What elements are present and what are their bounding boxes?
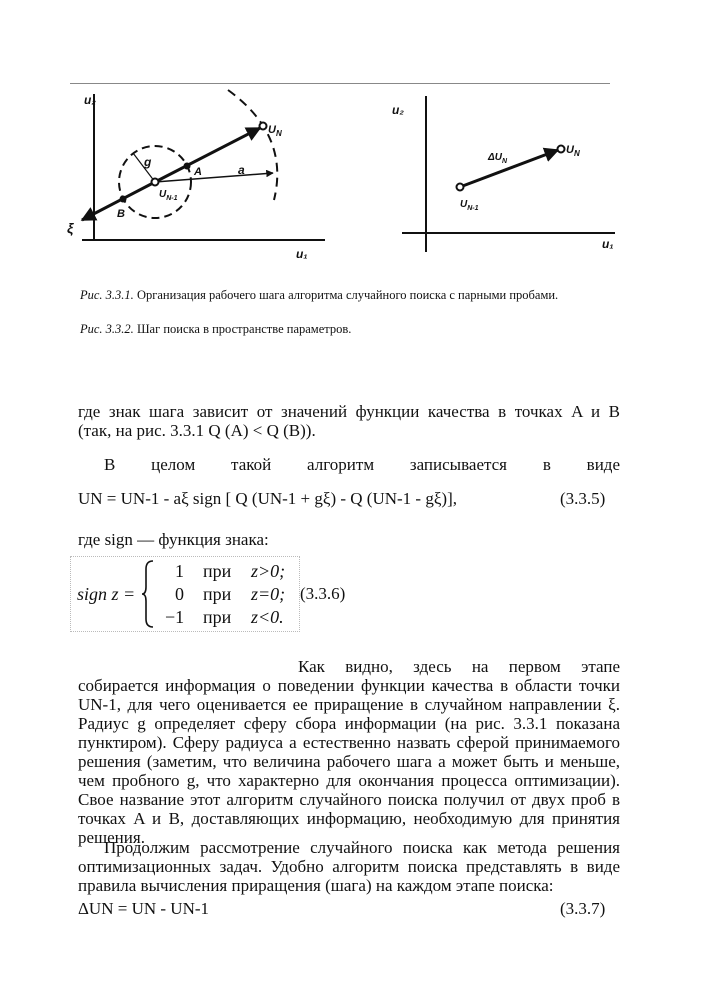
case-3-cond: z<0. xyxy=(251,607,284,627)
point-B xyxy=(120,196,127,203)
label-A: A xyxy=(194,166,202,178)
paragraph-2: В целом такой алгоритм записывается в виде xyxy=(104,455,620,474)
equation-3-3-7-number: (3.3.7) xyxy=(560,899,606,918)
caption-3-3-1 xyxy=(80,288,620,303)
case-3-value: −1 xyxy=(165,607,185,627)
equation-3-3-5: UN = UN-1 - aξ sign [ Q (UN-1 + gξ) - Q (UN-1 - gξ)], xyxy=(78,489,457,508)
case-1-word: при xyxy=(203,561,232,581)
label-y2: u₂ xyxy=(392,103,404,117)
label2-un1: $U_{N-1}$ xyxy=(460,199,479,212)
point-A xyxy=(184,163,191,170)
case-2-value: 0 xyxy=(175,584,184,604)
label-B: B xyxy=(117,208,125,220)
paragraph-4: собирается информация о поведении функции качества в области точки UN-1, для чего оценивается ее приращение в случайном направлении ξ. Радиус g определяет сферу сбора информации (на рис. 3.3.1 показана пунктиром). Сферу радиуса a естественно назвать сферой принимаемого решения (заметим, что величина рабочего шага a может быть и меньше, чем пробного g, что характерно для окончания процесса оптимизации). Свое название этот алгоритм случайного поиска получил от двух проб в точках A и B, доставляющих информацию, необходимую для принятия решения. xyxy=(78,676,620,847)
paragraph-1-line-2: (так, на рис. 3.3.1 Q (A) < Q (B)). xyxy=(78,421,316,440)
label-un1: $U_{N-1}$ xyxy=(159,189,178,202)
point-un xyxy=(260,123,267,130)
sphere-a xyxy=(228,90,277,200)
case-1-value: 1 xyxy=(175,561,184,581)
label2-un: $U_N$ xyxy=(566,144,580,158)
equation-3-3-6-number: (3.3.6) xyxy=(300,584,346,603)
equation-3-3-7: ΔUN = UN - UN-1 xyxy=(78,899,210,918)
label-g: g xyxy=(144,155,152,169)
caption-3-3-2-label: Рис. 3.3.2. xyxy=(80,322,134,336)
label-xi: ξ xyxy=(67,220,74,236)
equation-3-3-6 xyxy=(70,556,300,632)
paragraph-4-first-line: Как видно, здесь на первом этапе xyxy=(298,657,620,676)
figure-3-3-1 xyxy=(60,80,330,270)
caption-3-3-1-text: Организация рабочего шага алгоритма случайного поиска с парными пробами. xyxy=(133,288,559,302)
point2-un xyxy=(558,146,565,153)
figure-3-3-2 xyxy=(390,80,625,270)
case-2-word: при xyxy=(203,584,232,604)
label-y1: u₂ xyxy=(84,93,96,107)
label-a: a xyxy=(238,163,245,177)
caption-3-3-2 xyxy=(80,322,620,337)
case-1-cond: z>0; xyxy=(251,561,286,581)
label-x2: u₁ xyxy=(602,237,614,251)
brace xyxy=(141,559,155,629)
caption-3-3-1-label: Рис. 3.3.1. xyxy=(80,288,134,302)
equation-3-3-5-number: (3.3.5) xyxy=(560,489,606,508)
point-un1 xyxy=(152,179,159,186)
sign-lhs: sign z = xyxy=(77,584,136,604)
paragraph-3: где sign — функция знака: xyxy=(78,530,269,549)
point2-un1 xyxy=(457,184,464,191)
case-2-cond: z=0; xyxy=(251,584,286,604)
delta-step-line xyxy=(460,150,558,187)
case-3-word: при xyxy=(203,607,232,627)
label-delta: $\Delta U_N$ xyxy=(488,152,507,165)
label-x1: u₁ xyxy=(296,247,308,261)
label-un: $U_N$ xyxy=(268,124,282,138)
paragraph-1-line-1: где знак шага зависит от значений функции качества в точках A и B xyxy=(78,402,620,421)
paragraph-5: Продолжим рассмотрение случайного поиска как метода решения оптимизационных задач. Удобно алгоритм поиска представлять в виде правила вычисления приращения (шага) на каждом этапе поиска: xyxy=(78,838,620,895)
caption-3-3-2-text: Шаг поиска в пространстве параметров. xyxy=(133,322,352,336)
